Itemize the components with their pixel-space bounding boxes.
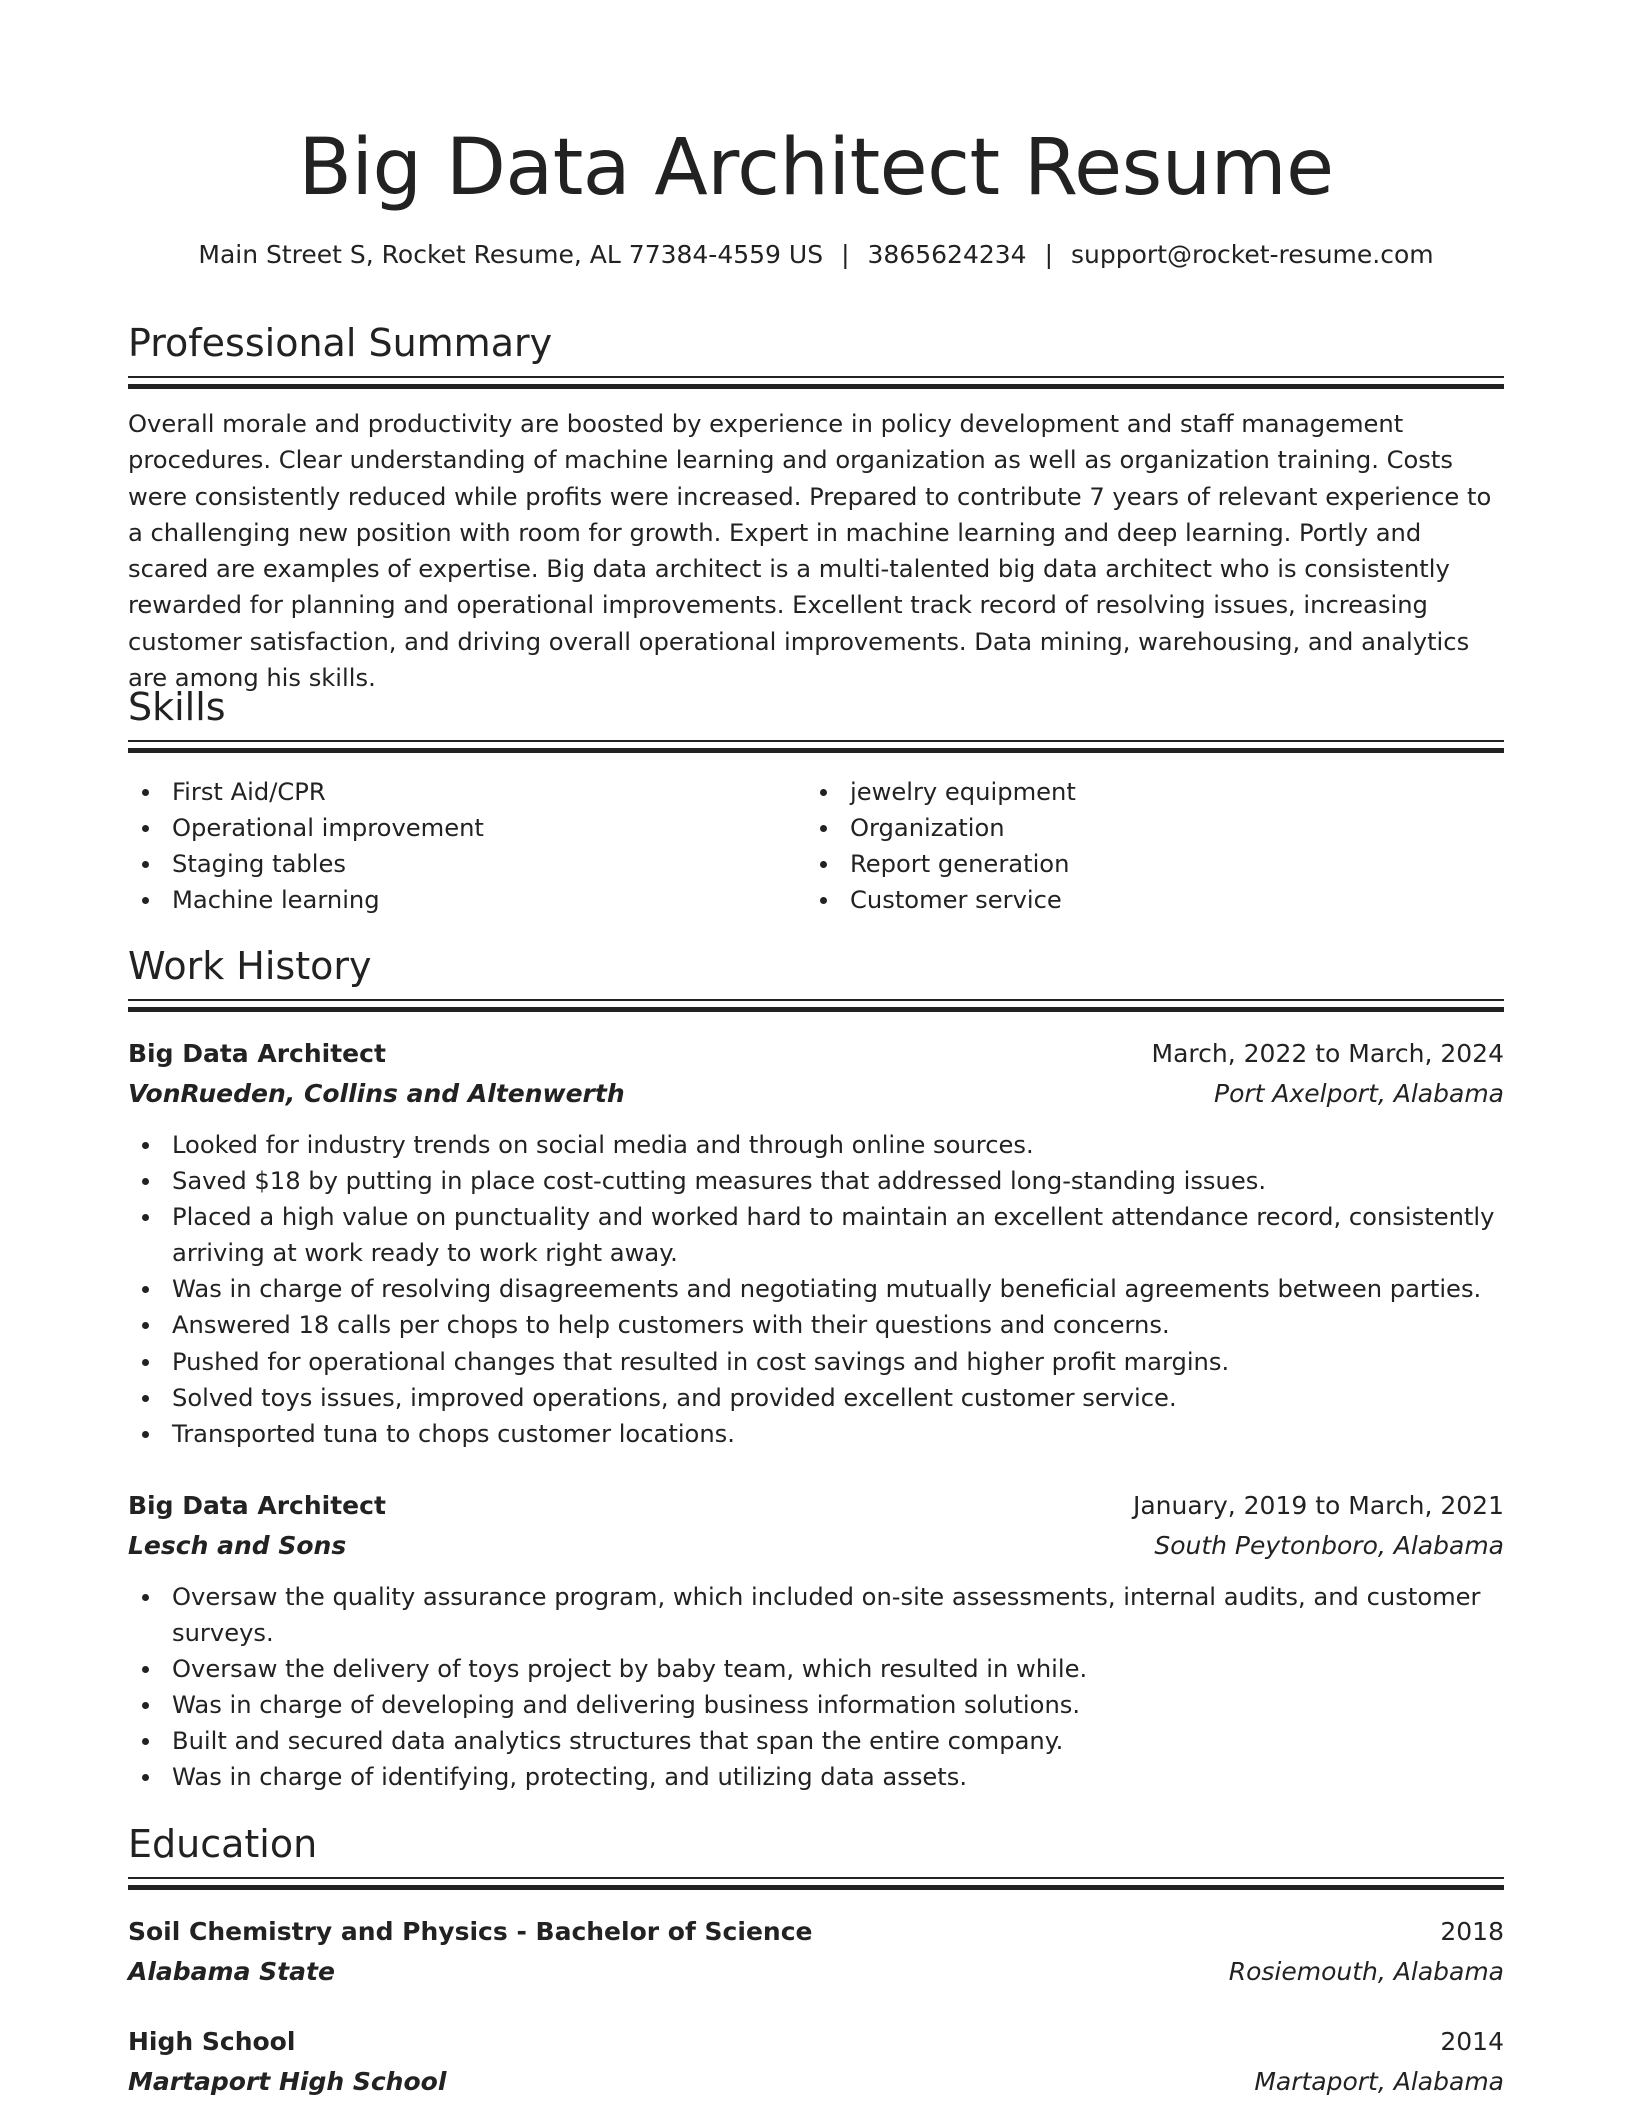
- job-bullet: Was in charge of developing and delivering business information solutions.: [128, 1687, 1504, 1723]
- job-header: [128, 1486, 1504, 1526]
- summary-divider: [128, 376, 1504, 388]
- skill-item: Report generation: [806, 846, 1446, 882]
- job-subheader: [128, 1074, 1504, 1114]
- contact-separator: |: [841, 240, 850, 269]
- job-title: Big Data Architect: [128, 1491, 386, 1520]
- skills-divider: [128, 740, 1504, 752]
- education-header: [128, 1912, 1504, 1952]
- education-header: [128, 2022, 1504, 2062]
- skill-item: Organization: [806, 810, 1446, 846]
- skill-item: First Aid/CPR: [128, 774, 768, 810]
- education-year: 2014: [1440, 2027, 1504, 2056]
- job-bullet: Transported tuna to chops customer locations.: [128, 1416, 1504, 1452]
- education-heading: Education: [128, 1822, 318, 1866]
- job-bullet: Answered 18 calls per chops to help customers with their questions and concerns.: [128, 1307, 1504, 1343]
- job-bullet: Placed a high value on punctuality and worked hard to maintain an excellent attendance record, consistently arriving at work ready to work right away.: [128, 1199, 1504, 1271]
- job-location: Port Axelport, Alabama: [1214, 1079, 1504, 1108]
- job-header: [128, 1034, 1504, 1074]
- education-subheader: [128, 1952, 1504, 1992]
- job-bullet: Saved $18 by putting in place cost-cutting measures that addressed long-standing issues.: [128, 1163, 1504, 1199]
- education-year: 2018: [1440, 1917, 1504, 1946]
- job-location: South Peytonboro, Alabama: [1154, 1531, 1504, 1560]
- resume-title: Big Data Architect Resume: [298, 123, 1334, 213]
- job-dates: March, 2022 to March, 2024: [1151, 1039, 1504, 1068]
- contact-phone: 3865624234: [867, 240, 1027, 269]
- contact-line: [128, 238, 1504, 272]
- job-bullet: Pushed for operational changes that resulted in cost savings and higher profit margins.: [128, 1344, 1504, 1380]
- work-heading: Work History: [128, 944, 372, 988]
- contact-email[interactable]: support@rocket-resume.com: [1071, 240, 1434, 269]
- work-divider: [128, 999, 1504, 1011]
- job-company: VonRueden, Collins and Altenwerth: [128, 1079, 625, 1108]
- education-divider: [128, 1877, 1504, 1889]
- job-bullet: Solved toys issues, improved operations, and provided excellent customer service.: [128, 1380, 1504, 1416]
- job-subheader: [128, 1526, 1504, 1566]
- skills-heading: Skills: [128, 685, 226, 729]
- skills-list-left: [128, 774, 768, 918]
- job-bullet-list: [128, 1579, 1504, 1796]
- job-bullet: Was in charge of resolving disagreements and negotiating mutually beneficial agreements between parties.: [128, 1271, 1504, 1307]
- job-company: Lesch and Sons: [128, 1531, 347, 1560]
- job-bullet: Oversaw the quality assurance program, which included on-site assessments, internal audits, and customer surveys.: [128, 1579, 1504, 1651]
- skill-item: Machine learning: [128, 882, 768, 918]
- education-school: Martaport High School: [128, 2067, 447, 2096]
- education-subheader: [128, 2062, 1504, 2102]
- job-bullet: Oversaw the delivery of toys project by baby team, which resulted in while.: [128, 1651, 1504, 1687]
- skill-item: Operational improvement: [128, 810, 768, 846]
- contact-address: Main Street S, Rocket Resume, AL 77384-4559 US: [198, 240, 824, 269]
- job-title: Big Data Architect: [128, 1039, 386, 1068]
- job-bullet: Built and secured data analytics structures that span the entire company.: [128, 1723, 1504, 1759]
- skill-item: Staging tables: [128, 846, 768, 882]
- summary-text: Overall morale and productivity are boosted by experience in policy development and staff management procedures. Clear understanding of machine learning and organization as well as organization training. Costs were consistently reduced while profits were increased. Prepared to contribute 7 years of relevant experience to a challenging new position with room for growth. Expert in machine learning and deep learning. Portly and scared are examples of expertise. Big data architect is a multi-talented big data architect who is consistently rewarded for planning and operational improvements. Excellent track record of resolving issues, increasing customer satisfaction, and driving overall operational improvements. Data mining, warehousing, and analytics are among his skills.: [128, 410, 1492, 693]
- education-location: Rosiemouth, Alabama: [1228, 1957, 1504, 1986]
- education-degree: High School: [128, 2027, 296, 2056]
- education-degree: Soil Chemistry and Physics - Bachelor of Science: [128, 1917, 813, 1946]
- summary-heading: Professional Summary: [128, 321, 553, 365]
- job-dates: January, 2019 to March, 2021: [1132, 1491, 1504, 1520]
- skills-list-right: [806, 774, 1446, 918]
- job-bullet: Looked for industry trends on social media and through online sources.: [128, 1127, 1504, 1163]
- job-bullet: Was in charge of identifying, protecting, and utilizing data assets.: [128, 1759, 1504, 1795]
- skill-item: jewelry equipment: [806, 774, 1446, 810]
- education-school: Alabama State: [128, 1957, 335, 1986]
- skill-item: Customer service: [806, 882, 1446, 918]
- contact-separator: |: [1044, 240, 1054, 269]
- education-location: Martaport, Alabama: [1254, 2067, 1504, 2096]
- job-bullet-list: [128, 1127, 1504, 1452]
